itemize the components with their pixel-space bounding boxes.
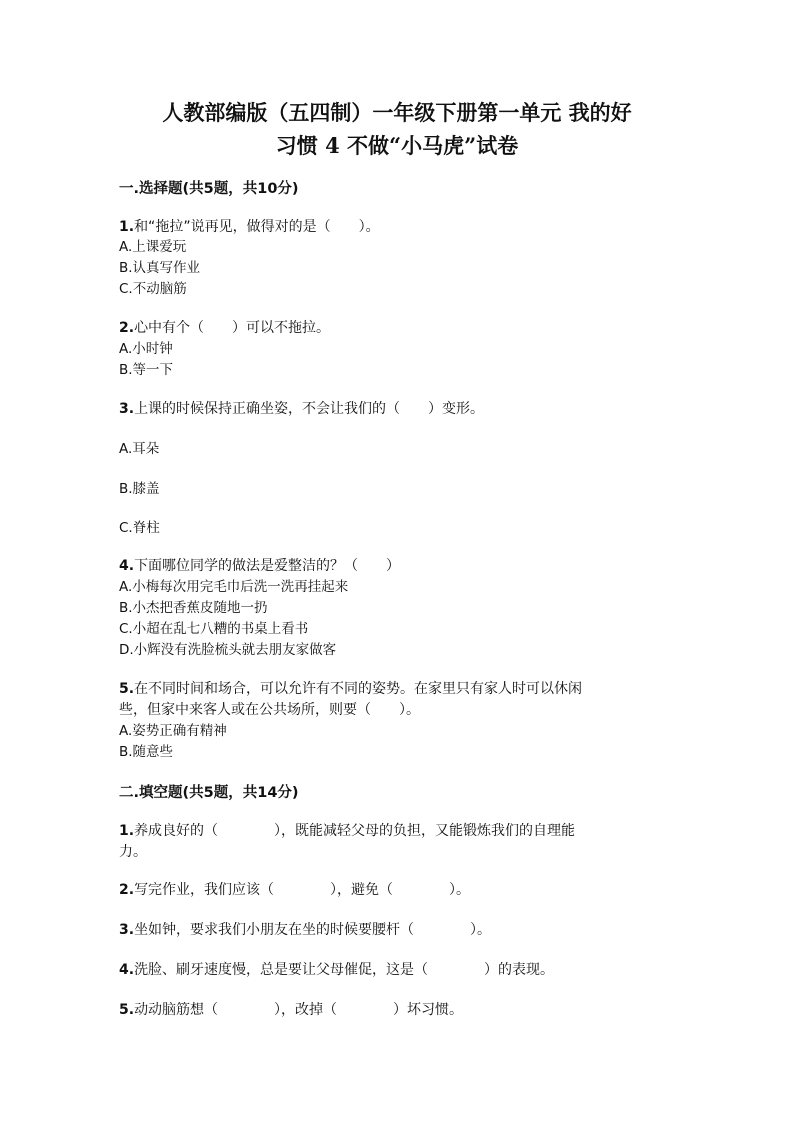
question-text: 洗脸、刷牙速度慢，总是要让父母催促，这是（ ）的表现。 bbox=[134, 962, 555, 978]
question-1-3 bbox=[119, 399, 484, 420]
title-line-1: 人教部编版（五四制）一年级下册第一单元 我的好 bbox=[162, 100, 632, 125]
question-text: 心中有个（ ）可以不拖拉。 bbox=[134, 320, 331, 336]
question-number: 2. bbox=[119, 882, 135, 898]
question-2-4 bbox=[119, 960, 554, 981]
option: A.姿势正确有精神 bbox=[119, 723, 227, 739]
option: A.上课爱玩 bbox=[119, 239, 187, 255]
title-line-2: 习惯 4 不做“小马虎”试卷 bbox=[275, 133, 519, 158]
option: C.脊柱 bbox=[119, 520, 160, 536]
question-number: 2. bbox=[119, 320, 135, 336]
question-number: 5. bbox=[119, 1002, 135, 1018]
option: A.耳朵 bbox=[119, 441, 160, 457]
section-heading-fill-in: 二.填空题(共5题，共14分) bbox=[119, 785, 299, 801]
option: B.随意些 bbox=[119, 744, 174, 760]
option: B.等一下 bbox=[119, 362, 174, 378]
option: C.小超在乱七八糟的书桌上看书 bbox=[119, 621, 309, 637]
question-number: 4. bbox=[119, 558, 135, 574]
option: B.膝盖 bbox=[119, 481, 160, 497]
question-text-line-1: 在不同时间和场合，可以允许有不同的姿势。在家里只有家人时可以休闲 bbox=[134, 681, 583, 697]
question-number: 3. bbox=[119, 401, 135, 417]
question-text-line-2: 些，但家中来客人或在公共场所，则要（ ）。 bbox=[119, 702, 420, 718]
question-number: 5. bbox=[119, 681, 135, 697]
question-number: 4. bbox=[119, 962, 135, 978]
page-title bbox=[80, 96, 714, 162]
question-text: 动动脑筋想（ ），改掉（ ）坏习惯。 bbox=[134, 1002, 464, 1018]
option: B.认真写作业 bbox=[119, 260, 201, 276]
option: A.小梅每次用完毛巾后洗一洗再挂起来 bbox=[119, 579, 349, 595]
question-1-5 bbox=[119, 679, 582, 700]
question-number: 1. bbox=[119, 823, 135, 839]
option: A.小时钟 bbox=[119, 341, 173, 357]
question-1-1 bbox=[119, 217, 380, 238]
option: B.小杰把香蕉皮随地一扔 bbox=[119, 600, 268, 616]
question-text: 和“拖拉”说再见，做得对的是（ ）。 bbox=[134, 219, 380, 235]
question-text: 写完作业，我们应该（ ），避免（ ）。 bbox=[134, 882, 471, 898]
question-text: 下面哪位同学的做法是爱整洁的？（ ） bbox=[134, 558, 401, 574]
question-1-2 bbox=[119, 318, 330, 339]
question-text-line-2: 力。 bbox=[119, 844, 147, 860]
question-text-line-1: 养成良好的（ ），既能减轻父母的负担，又能锻炼我们的自理能 bbox=[134, 823, 576, 839]
section-heading-choice: 一.选择题(共5题，共10分) bbox=[119, 181, 299, 197]
question-2-2 bbox=[119, 880, 470, 901]
question-text: 坐如钟，要求我们小朋友在坐的时候要腰杆（ ）。 bbox=[134, 922, 492, 938]
question-2-1 bbox=[119, 821, 575, 842]
question-number: 3. bbox=[119, 922, 135, 938]
option: C.不动脑筋 bbox=[119, 281, 187, 297]
option: D.小辉没有洗脸梳头就去朋友家做客 bbox=[119, 642, 337, 658]
question-2-5 bbox=[119, 1000, 463, 1021]
question-1-4 bbox=[119, 556, 400, 577]
question-text: 上课的时候保持正确坐姿，不会让我们的（ ）变形。 bbox=[134, 401, 485, 417]
question-number: 1. bbox=[119, 219, 135, 235]
question-2-3 bbox=[119, 920, 491, 941]
